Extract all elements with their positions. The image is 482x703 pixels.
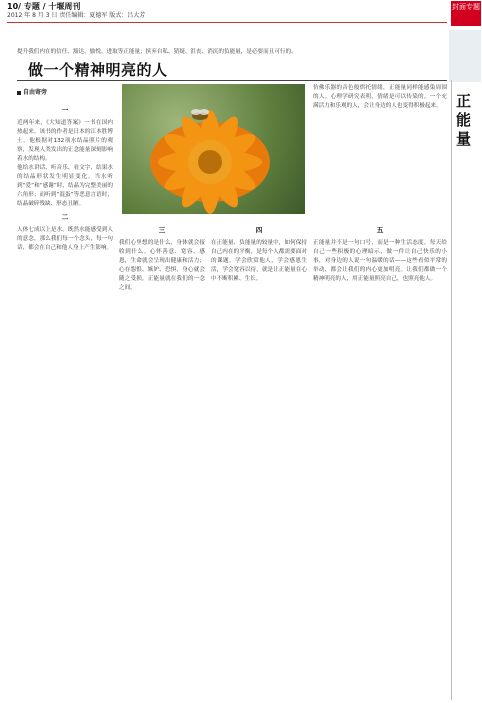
section-number-2: 二 [61, 213, 69, 221]
byline-square-icon [17, 91, 21, 95]
page-section: 10/ 专题 / 十堰周刊 [7, 2, 81, 11]
column-4 [313, 222, 447, 697]
article-headline: 做一个精神明亮的人 [28, 61, 168, 79]
column-3 [211, 222, 307, 697]
byline [17, 87, 47, 96]
section-label: 正能量 [456, 92, 472, 148]
col3-paragraph: 在正能量、负能量的较量中，如何保持自己内在的平衡，是每个人都需要面对的课题。学会欣赏他人，学会感恩生活，学会宽容以待，就是让正能量在心中不断积累、生长。 [211, 240, 307, 282]
column-2 [119, 222, 205, 697]
header-rule [7, 22, 447, 23]
column-1 [17, 102, 113, 697]
section-number-5: 五 [376, 226, 384, 234]
marigold-bee-image [122, 84, 305, 214]
section-number-4: 四 [255, 226, 263, 234]
col4-top-paragraph: 仿佛乐器的音色般烘托情绪，正能量同样能感染周围的人。心理学研究表明，情绪是可以传染的。一个充满活力和乐观的人，会让身边的人也变得积极起来。 [313, 85, 447, 109]
col1-paragraph-3: 人体七成以上是水。既然水能感受到人的意念，那么我们每一个念头，每一句话，都会在自己和他人身上产生影响。 [17, 227, 113, 251]
page-header [7, 2, 447, 24]
date-line: 2012 年 8 月 3 日 责任编辑：夏德军 版式：吕大芳 [7, 12, 146, 19]
headline-rule [17, 80, 447, 81]
col1-paragraph-2: 他给水讲话、听音乐、看文字，结果水的结晶形状发生明显变化。当水听到“爱”和“感谢”时，结晶为完整美丽的六角形；而听到“混蛋”等恶意言语时，结晶破碎残缺、形态丑陋。 [17, 165, 113, 207]
byline-text: 自由寄旁 [23, 89, 48, 96]
article-deck: 提升我们内在的信任、豁达、愉悦、进取等正能量；摈弃自私、猜疑、沮丧、消沉的负能量，是必要而且可行的。 [17, 49, 297, 55]
section-sidebar [449, 30, 481, 703]
section-tag: 封面专题 [451, 1, 481, 26]
section-number-1: 一 [61, 106, 69, 114]
sidebar-rule [451, 80, 452, 700]
col2-paragraph: 我们心里想的是什么，身体就会接收到什么。心怀善意、宽容、感恩，生命就会呈现出健康和活力；心存怨恨、嫉妒、恐惧，身心就会随之受损。正能量就在我们的一念之间。 [119, 240, 205, 291]
col1-paragraph-1: 近两年来，《大知道答案》一书在国内热起来。该书的作者是日本的江本胜博士，他根据对132项水结晶照片的观察，发现人类发出的正念能量深刻影响着水的结构。 [17, 120, 113, 162]
flower-photo [122, 84, 305, 214]
col4-paragraph: 正能量并不是一句口号，而是一种生活态度。每天给自己一些积极的心理暗示，做一件让自己快乐的小事，对身边的人说一句温暖的话——这些看似平常的举动，都会让我们的内心更加明亮。让我们都做一个精神明亮的人，用正能量照亮自己，也照亮他人。 [313, 240, 447, 282]
section-number-3: 三 [158, 226, 166, 234]
column-4-top [313, 84, 447, 218]
sidebar-strip [449, 30, 481, 82]
